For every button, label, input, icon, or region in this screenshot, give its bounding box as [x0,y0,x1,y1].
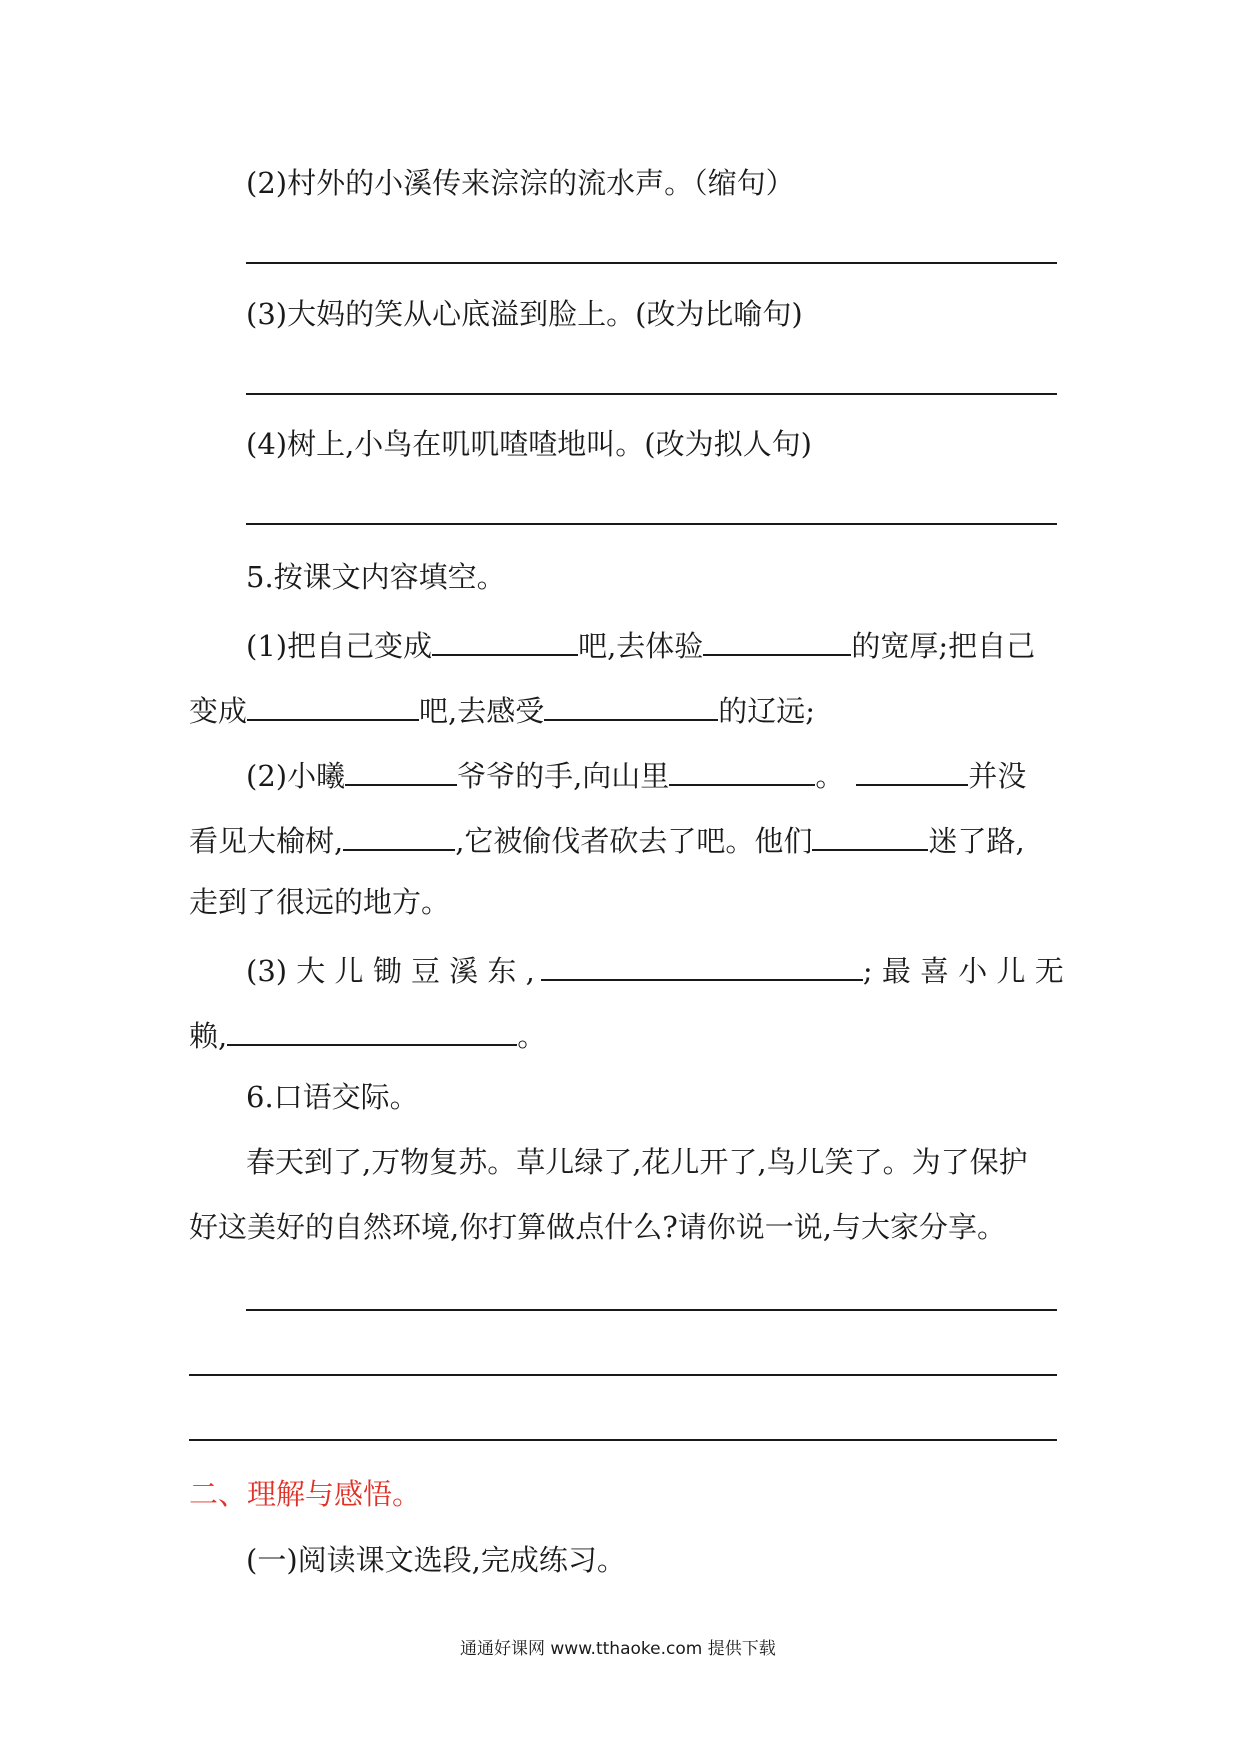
answer-line-q4-2[interactable] [246,262,1057,264]
answer-line-q6-1[interactable] [246,1309,1057,1311]
fill-blank[interactable] [544,687,718,721]
q6-title: 6.口语交际。 [246,1080,419,1114]
q5-1-text-c: 的宽厚;把自己 [851,629,1036,663]
q5-1-text-f: 的辽远; [718,694,816,728]
q5-2-text-g: 迷了路, [928,824,1025,858]
footer-text: 通通好课网 www.tthaoke.com 提供下载 [460,1639,776,1659]
q6-paragraph-line-2: 好这美好的自然环境,你打算做点什么?请你说一说,与大家分享。 [189,1210,1006,1244]
q5-item-2-line-1 [246,752,1026,796]
fill-blank[interactable] [541,947,863,981]
q5-item-2-line-2 [189,817,1025,861]
q5-2-text-b: 爷爷的手,向山里 [457,759,670,793]
fill-blank[interactable] [227,1012,517,1046]
q5-item-1-line-1 [246,622,1035,666]
q5-3-text-d: 。 [517,1019,547,1053]
answer-line-q4-3[interactable] [246,393,1057,395]
fill-blank[interactable] [703,622,851,656]
q4-item-3: (3)大妈的笑从心底溢到脸上。(改为比喻句) [246,297,803,331]
q4-item-2: (2)村外的小溪传来淙淙的流水声。（缩句） [246,166,795,200]
fill-blank[interactable] [247,687,419,721]
q4-item-4: (4)树上,小鸟在叽叽喳喳地叫。(改为拟人句) [246,427,812,461]
q5-item-3-line-1 [246,947,1064,991]
fill-blank[interactable] [432,622,578,656]
q5-1-text-a: (1)把自己变成 [246,629,433,663]
q5-item-2-line-3: 走到了很远的地方。 [189,885,451,919]
q5-3-text-b: ; 最 喜 小 儿 无 [862,954,1064,988]
q5-item-3-line-2 [189,1012,546,1056]
q5-2-text-c: 。 [815,759,845,793]
q5-1-text-b: 吧,去体验 [578,629,704,663]
fill-blank[interactable] [669,752,815,786]
answer-line-q6-3[interactable] [189,1439,1057,1441]
q5-item-1-line-2 [189,687,815,731]
answer-line-q6-2[interactable] [189,1374,1057,1376]
q5-2-text-f: ,它被偷伐者砍去了吧。他们 [455,824,813,858]
answer-line-q4-4[interactable] [246,523,1057,525]
fill-blank[interactable] [812,817,928,851]
q6-paragraph-line-1: 春天到了,万物复苏。草儿绿了,花儿开了,鸟儿笑了。为了保护 [246,1145,1028,1179]
q5-3-text-a: (3) 大 儿 锄 豆 溪 东 , [246,954,535,988]
q5-2-text-e: 看见大榆树, [189,824,344,858]
fill-blank[interactable] [343,817,455,851]
section-2-heading: 二、理解与感悟。 [189,1477,422,1511]
section-2-subheading: (一)阅读课文选段,完成练习。 [246,1543,626,1577]
q5-2-text-d: 并没 [968,759,1027,793]
q5-3-text-c: 赖, [189,1019,228,1053]
fill-blank[interactable] [345,752,457,786]
fill-blank[interactable] [856,752,968,786]
q5-title: 5.按课文内容填空。 [246,560,506,594]
q5-2-text-a: (2)小曦 [246,759,346,793]
q5-1-text-d: 变成 [189,694,248,728]
q5-1-text-e: 吧,去感受 [419,694,545,728]
